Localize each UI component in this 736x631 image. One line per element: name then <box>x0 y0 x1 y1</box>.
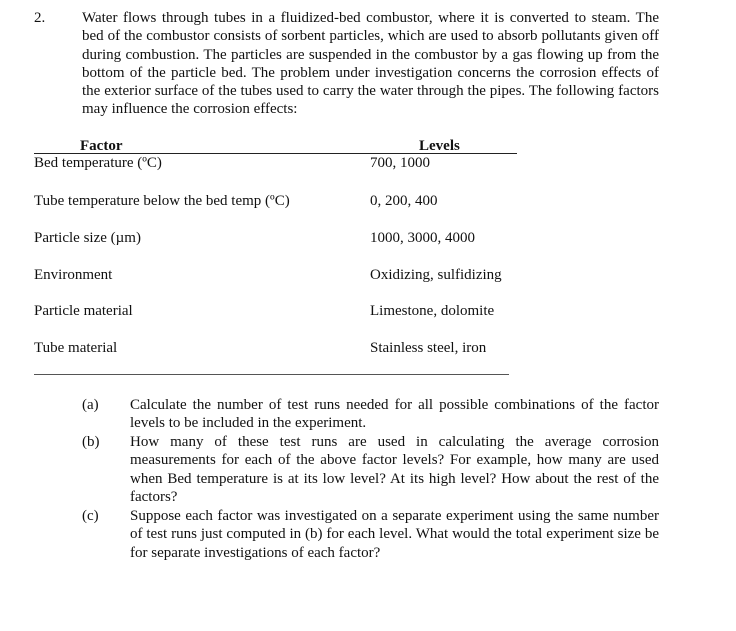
table-row <box>34 155 512 175</box>
table-bottom-rule <box>34 374 509 375</box>
factor-levels: 700, 1000 <box>370 155 430 171</box>
table-row <box>34 193 512 213</box>
table-row <box>34 303 512 323</box>
factor-name: Bed temperature (ºC) <box>34 155 162 171</box>
part-text: Suppose each factor was investigated on a separate experiment using the same number of test runs just computed in (b) for each level. What would the total experiment size be for separate investigations of each factor? <box>130 508 659 561</box>
part-label: (b) <box>82 434 100 450</box>
factor-name: Environment <box>34 267 113 283</box>
part-text: How many of these test runs are used in calculating the average corrosion measurements for each of the above factor levels? For example, how many are used when Bed temperature is at its low level? At its high level? How about the rest of the factors? <box>130 434 659 505</box>
table-row <box>34 267 512 287</box>
factor-levels: 1000, 3000, 4000 <box>370 230 475 246</box>
part-label: (c) <box>82 508 99 524</box>
factor-levels: Oxidizing, sulfidizing <box>370 267 502 283</box>
levels-header: Levels <box>419 138 460 154</box>
factor-name: Tube temperature below the bed temp (ºC) <box>34 193 290 209</box>
factor-name: Tube material <box>34 340 118 356</box>
factor-header: Factor <box>80 138 123 154</box>
table-row <box>34 230 512 250</box>
factor-name: Particle material <box>34 303 133 319</box>
table-header <box>34 138 512 156</box>
part-label: (a) <box>82 397 99 413</box>
factor-levels: 0, 200, 400 <box>370 193 438 209</box>
table-row <box>34 340 512 360</box>
question-number: 2. <box>34 10 46 26</box>
question-intro: Water flows through tubes in a fluidized-bed combustor, where it is converted to steam. The bed of the combustor consists of sorbent particles, which are used to absorb pollutants given off during combustion. The particles are suspended in the combustor by a gas flowing up from the bottom of the particle bed. The problem under investigation concerns the corrosion effects of the exterior surface of the tubes used to carry the water through the pipes. The following factors may influence the corrosion effects: <box>82 10 659 118</box>
factor-levels: Stainless steel, iron <box>370 340 487 356</box>
factor-table <box>34 138 512 356</box>
factor-levels: Limestone, dolomite <box>370 303 495 319</box>
factor-name: Particle size (µm) <box>34 230 141 246</box>
part-text: Calculate the number of test runs needed for all possible combinations of the factor levels to be included in the experiment. <box>130 397 659 432</box>
